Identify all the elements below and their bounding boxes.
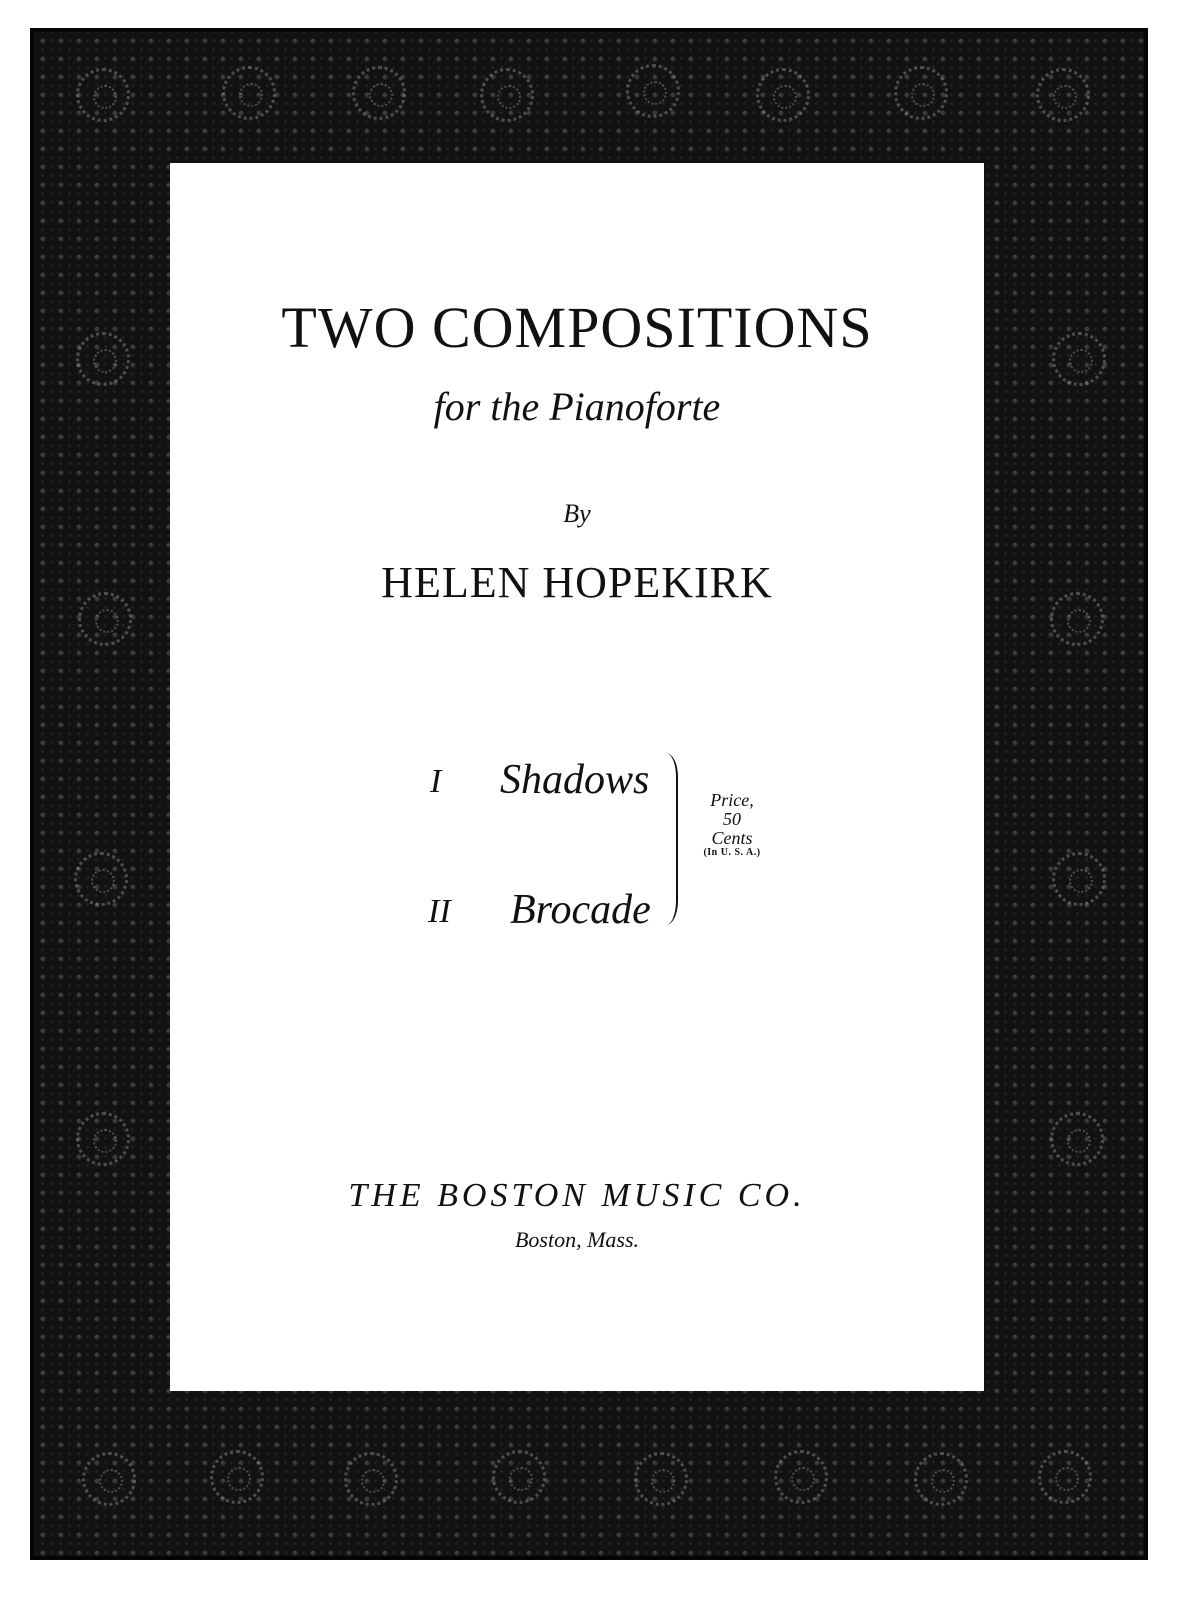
composer-name: HELEN HOPEKIRK: [381, 558, 773, 607]
rosette-ornament: [210, 1450, 264, 1504]
publisher-name: THE BOSTON MUSIC CO.: [348, 1177, 806, 1214]
rosette-ornament: [352, 66, 406, 120]
rosette-ornament: [774, 1450, 828, 1504]
price-amount: 50: [723, 808, 741, 829]
price-block: [682, 791, 782, 858]
brace-bracket: [666, 753, 678, 925]
top-ornament-band: [34, 44, 1144, 154]
rosette-ornament: [76, 1112, 130, 1166]
piece-entry: [170, 759, 984, 809]
rosette-ornament: [76, 332, 130, 386]
rosette-ornament: [222, 66, 276, 120]
rosette-ornament: [914, 1452, 968, 1506]
publisher-city: Boston, Mass.: [514, 1227, 640, 1252]
subtitle: for the Pianoforte: [433, 384, 721, 429]
bottom-ornament-band: [34, 1422, 1144, 1532]
title-panel: [170, 163, 984, 1391]
rosette-ornament: [74, 852, 128, 906]
right-ornament-band: [1024, 32, 1134, 1556]
rosette-ornament: [344, 1452, 398, 1506]
rosette-ornament: [1050, 592, 1104, 646]
rosette-ornament: [626, 64, 680, 118]
piece-number: II: [428, 893, 451, 930]
rosette-ornament: [1052, 332, 1106, 386]
price-label: Price,: [710, 790, 754, 810]
piece-number: I: [430, 763, 442, 800]
rosette-ornament: [1050, 1112, 1104, 1166]
rosette-ornament: [1052, 852, 1106, 906]
left-ornament-band: [52, 32, 162, 1556]
rosette-ornament: [480, 68, 534, 122]
piece-title: Shadows: [500, 757, 650, 803]
rosette-ornament: [634, 1452, 688, 1506]
rosette-ornament: [894, 66, 948, 120]
page-title: TWO COMPOSITIONS: [281, 295, 873, 360]
rosette-ornament: [756, 68, 810, 122]
price-region: (In U. S. A.): [703, 846, 761, 858]
rosette-ornament: [78, 592, 132, 646]
piece-entry: [170, 889, 984, 939]
rosette-ornament: [492, 1450, 546, 1504]
piece-title: Brocade: [510, 887, 651, 933]
price-unit: Cents: [711, 827, 753, 848]
by-label: By: [563, 499, 591, 528]
